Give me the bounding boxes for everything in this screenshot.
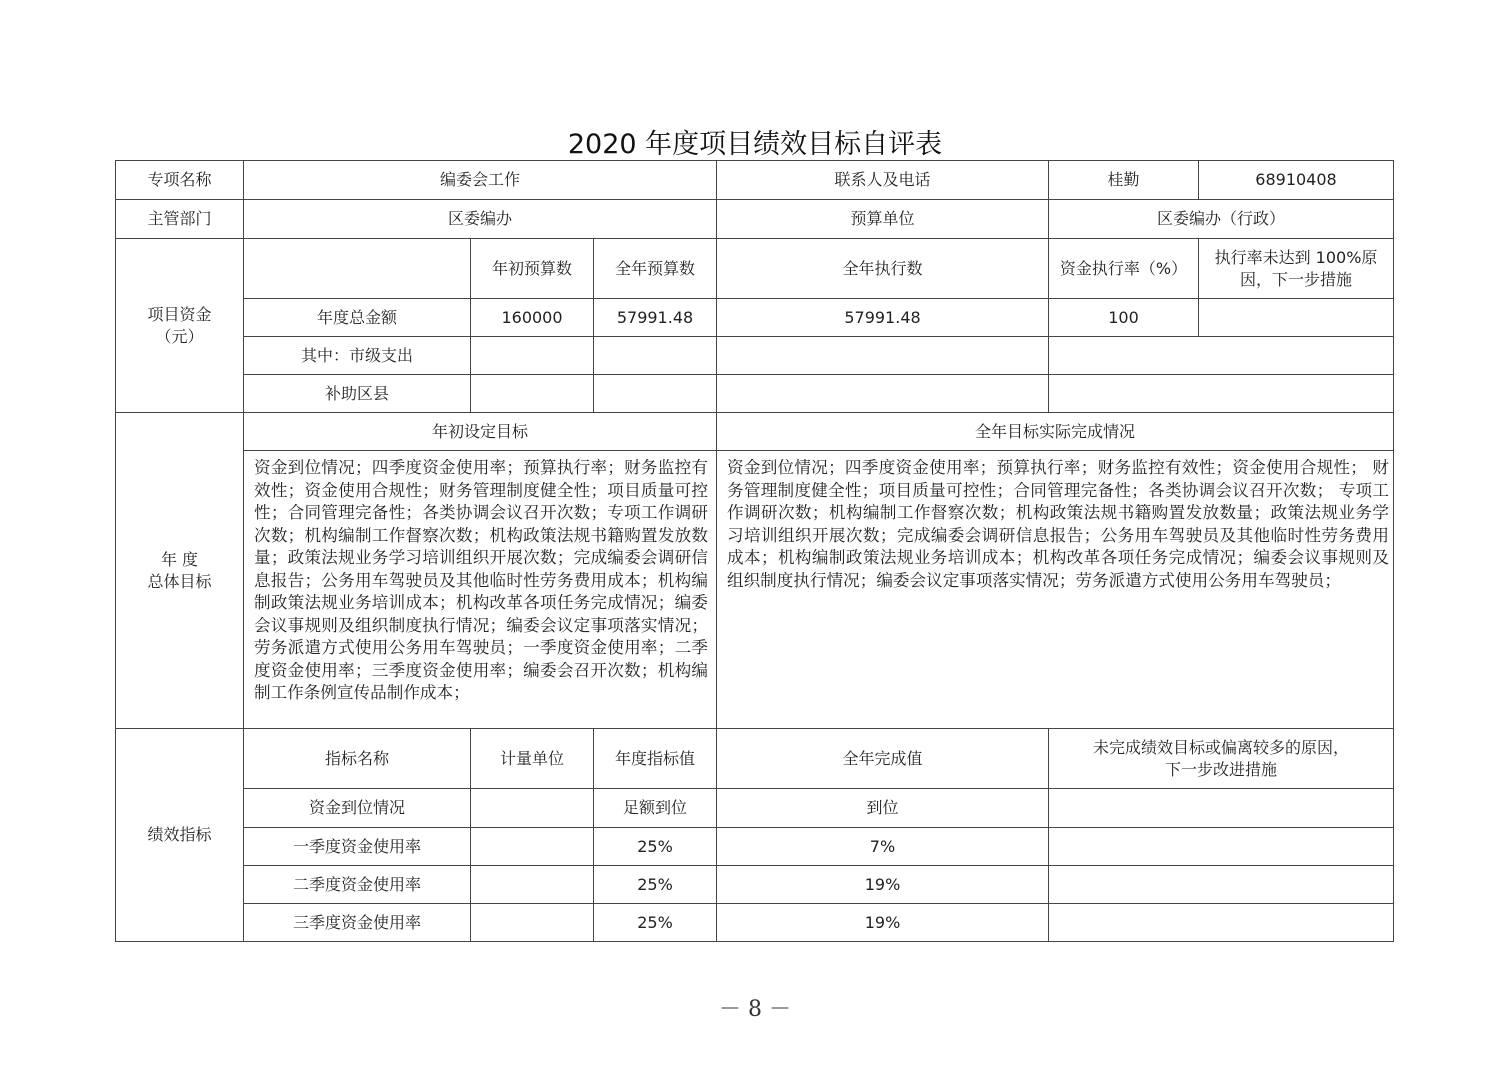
funds-row-full: [594, 375, 717, 413]
goals-label: 年 度 总体目标: [116, 413, 244, 729]
funds-label: 项目资金 （元）: [116, 239, 244, 413]
project-value: 编委会工作: [244, 161, 717, 200]
funds-row-exec: [717, 375, 1049, 413]
funds-row-reason: [1199, 299, 1394, 337]
col-exec-rate: 资金执行率（%）: [1049, 239, 1199, 299]
dept-label: 主管部门: [116, 200, 244, 239]
col-indicator-name: 指标名称: [244, 729, 471, 789]
contact-name: 桂勤: [1049, 161, 1199, 200]
col-deviation-reason: 未完成绩效目标或偏离较多的原因， 下一步改进措施: [1049, 729, 1394, 789]
funds-header-blank: [244, 239, 471, 299]
funds-row-name: 年度总金额: [244, 299, 471, 337]
funds-row-name: 补助区县: [244, 375, 471, 413]
col-reason: 执行率未达到 100%原因，下一步措施: [1199, 239, 1394, 299]
col-unit: 计量单位: [471, 729, 594, 789]
funds-row-exec: [717, 337, 1049, 375]
indicator-target: 25%: [594, 866, 717, 904]
funds-row-exec: 57991.48: [717, 299, 1049, 337]
indicator-reason: [1049, 866, 1394, 904]
budget-unit-label: 预算单位: [717, 200, 1049, 239]
dept-value: 区委编办: [244, 200, 717, 239]
indicator-target: 足额到位: [594, 789, 717, 828]
col-initial-budget: 年初预算数: [471, 239, 594, 299]
indicator-reason: [1049, 904, 1394, 942]
budget-unit-value: 区委编办（行政）: [1049, 200, 1394, 239]
indicator-actual: 到位: [717, 789, 1049, 828]
funds-row-rate: [1049, 337, 1394, 375]
indicator-actual: 19%: [717, 904, 1049, 942]
indicator-actual: 19%: [717, 866, 1049, 904]
project-label: 专项名称: [116, 161, 244, 200]
goals-actual-header: 全年目标实际完成情况: [717, 413, 1394, 451]
funds-row-full: [594, 337, 717, 375]
indicator-name: 三季度资金使用率: [244, 904, 471, 942]
funds-row-initial: [471, 375, 594, 413]
funds-row-rate: 100: [1049, 299, 1199, 337]
indicator-unit: [471, 789, 594, 828]
funds-row-initial: 160000: [471, 299, 594, 337]
contact-label: 联系人及电话: [717, 161, 1049, 200]
goals-set-text: 资金到位情况；四季度资金使用率；预算执行率；财务监控有效性；资金使用合规性；财务管理制度健全性；项目质量可控性；合同管理完备性；各类协调会议召开次数；专项工作调研次数；机构编制工作督察次数；机构政策法规书籍购置发放数量；政策法规业务学习培训组织开展次数；完成编委会调研信息报告；公务用车驾驶员及其他临时性劳务费用成本；机构编制政策法规业务培训成本；机构改革各项任务完成情况；编委会议事规则及组织制度执行情况；编委会议定事项落实情况；劳务派遣方式使用公务用车驾驶员；一季度资金使用率；二季度资金使用率；三季度资金使用率；编委会召开次数；机构编制工作条例宣传品制作成本；: [244, 451, 717, 729]
funds-row-name: 其中：市级支出: [244, 337, 471, 375]
indicator-target: 25%: [594, 904, 717, 942]
indicator-name: 二季度资金使用率: [244, 866, 471, 904]
indicators-label: 绩效指标: [116, 729, 244, 942]
indicator-unit: [471, 866, 594, 904]
indicator-unit: [471, 904, 594, 942]
indicator-name: 资金到位情况: [244, 789, 471, 828]
indicator-reason: [1049, 828, 1394, 866]
indicator-target: 25%: [594, 828, 717, 866]
indicator-unit: [471, 828, 594, 866]
col-execution: 全年执行数: [717, 239, 1049, 299]
goals-actual-text: 资金到位情况；四季度资金使用率；预算执行率；财务监控有效性；资金使用合规性； 财务管理制度健全性；项目质量可控性；合同管理完备性；各类协调会议召开次数； 专项工作调研次数；机构编制工作督察次数；机构政策法规书籍购置发放数量；政策法规业务学习培训组织开展次数；完成编委会调研信息报告；公务用车驾驶员及其他临时性劳务费用成本；机构编制政策法规业务培训成本；机构改革各项任务完成情况；编委会议事规则及组织制度执行情况；编委会议定事项落实情况；劳务派遣方式使用公务用车驾驶员；: [717, 451, 1394, 729]
evaluation-table: [115, 160, 1394, 942]
indicator-reason: [1049, 789, 1394, 828]
col-actual: 全年完成值: [717, 729, 1049, 789]
indicator-actual: 7%: [717, 828, 1049, 866]
goals-set-header: 年初设定目标: [244, 413, 717, 451]
page-number: － 8 －: [719, 997, 791, 1022]
col-target: 年度指标值: [594, 729, 717, 789]
page-title: 2020 年度项目绩效目标自评表: [567, 129, 943, 160]
funds-row-full: 57991.48: [594, 299, 717, 337]
funds-row-rate: [1049, 375, 1394, 413]
contact-phone: 68910408: [1199, 161, 1394, 200]
col-full-budget: 全年预算数: [594, 239, 717, 299]
funds-row-initial: [471, 337, 594, 375]
indicator-name: 一季度资金使用率: [244, 828, 471, 866]
